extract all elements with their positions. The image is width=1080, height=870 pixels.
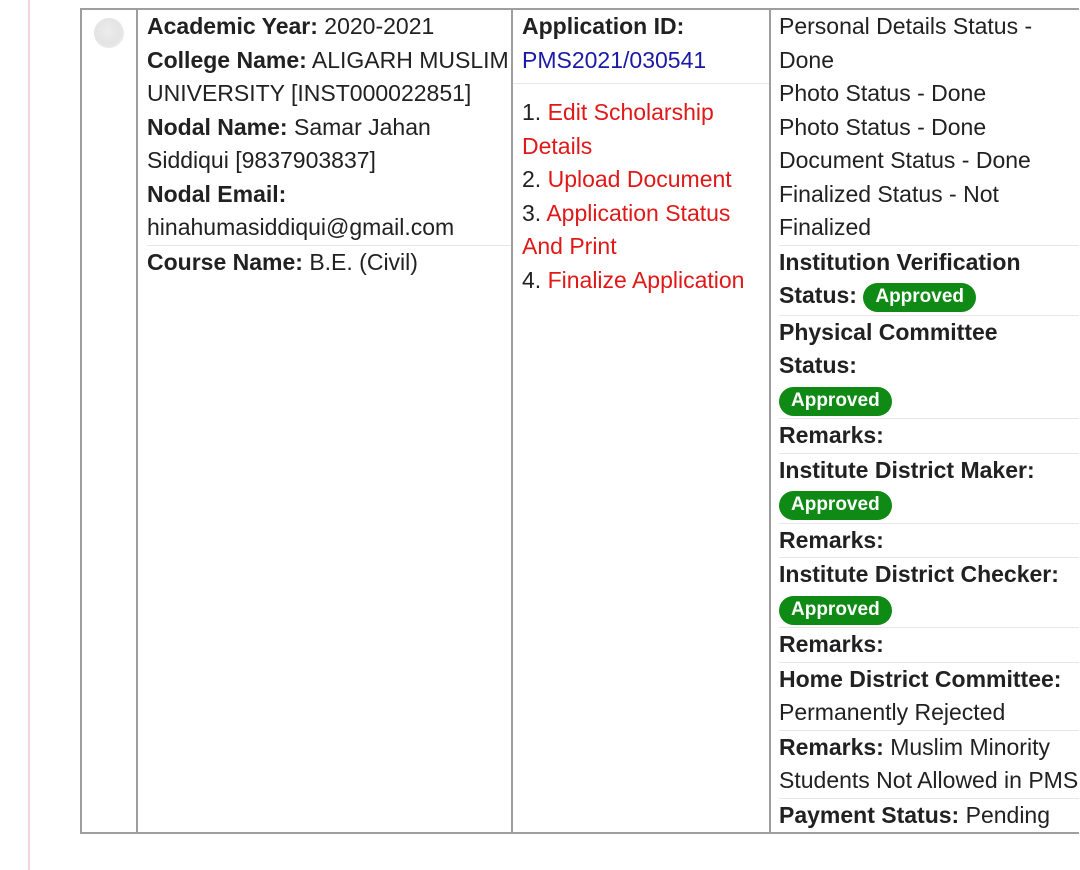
application-actions: [513, 84, 769, 297]
application-status-print-link[interactable]: Application Status And Print: [522, 199, 731, 259]
remarks-block: [779, 628, 1079, 663]
row-select-radio[interactable]: [94, 18, 124, 48]
action-item-status-print: [522, 197, 761, 264]
finalize-application-link[interactable]: Finalize Application: [547, 266, 745, 293]
edit-scholarship-details-link[interactable]: Edit Scholarship Details: [522, 99, 714, 159]
nodal-name-line: [147, 111, 511, 178]
payment-status-block: [779, 799, 1079, 833]
institution-verification-badge: Approved: [863, 283, 976, 312]
application-id-block: [513, 10, 769, 84]
photo-status: Photo Status - Done: [779, 113, 987, 140]
remarks-label: Remarks:: [779, 733, 884, 760]
institution-info-cell: [137, 9, 512, 833]
institution-verification-block: [779, 246, 1079, 316]
physical-committee-label: Physical Committee Status:: [779, 318, 998, 378]
physical-committee-badge: Approved: [779, 387, 892, 416]
institute-district-checker-label: Institute District Checker:: [779, 561, 1059, 587]
nodal-name-value: Samar Jahan Siddiqui [9837903837]: [147, 113, 431, 173]
payment-status-label: Payment Status:: [779, 801, 960, 828]
application-table: [80, 8, 1079, 834]
institute-district-maker-label: Institute District Maker:: [779, 456, 1035, 483]
action-number: 3.: [522, 199, 542, 226]
action-number: 2.: [522, 166, 542, 192]
course-name-label: Course Name:: [147, 248, 303, 275]
course-name-value: B.E. (Civil): [309, 248, 418, 275]
academic-year-value: 2020-2021: [324, 13, 435, 39]
remarks-block: [779, 524, 1079, 559]
upload-document-link[interactable]: Upload Document: [547, 166, 732, 192]
status-cell: [770, 9, 1079, 833]
final-remarks-value: Muslim Minority Students Not Allowed in PMS: [779, 733, 1079, 793]
detail-status-block: [779, 10, 1079, 246]
photo-status: Photo Status - Done: [779, 80, 987, 106]
home-district-committee-label: Home District Committee:: [779, 665, 1062, 692]
remarks-label: Remarks:: [779, 526, 884, 553]
home-district-committee-block: [779, 663, 1079, 731]
academic-year-label: Academic Year:: [147, 13, 318, 39]
nodal-name-label: Nodal Name:: [147, 113, 288, 140]
table-row: [81, 9, 1079, 833]
institute-district-maker-block: [779, 454, 1079, 524]
final-remarks-block: [779, 731, 1079, 799]
application-id-label: Application ID:: [522, 13, 685, 39]
page-left-rule: [28, 0, 30, 870]
institute-district-checker-block: [779, 558, 1079, 628]
college-name-line: [147, 44, 511, 111]
info-block: [147, 10, 511, 246]
institute-district-checker-badge: Approved: [779, 596, 892, 625]
action-number: 1.: [522, 99, 542, 125]
action-item-edit-scholarship: [522, 96, 761, 163]
institute-district-maker-badge: Approved: [779, 491, 892, 520]
select-cell: [81, 9, 137, 833]
personal-details-status: Personal Details Status - Done: [779, 13, 1033, 73]
action-item-upload-document: [522, 163, 761, 197]
remarks-block: [779, 419, 1079, 454]
college-name-label: College Name:: [147, 46, 307, 73]
course-block: [147, 246, 511, 280]
college-name-value: ALIGARH MUSLIM UNIVERSITY [INST000022851]: [147, 46, 509, 106]
home-district-committee-value: Permanently Rejected: [779, 699, 1006, 725]
academic-year-line: [147, 10, 511, 44]
action-item-finalize: [522, 264, 761, 298]
physical-committee-block: [779, 316, 1079, 420]
document-status: Document Status - Done: [779, 147, 1031, 173]
remarks-label: Remarks:: [779, 422, 884, 448]
nodal-email-value: hinahumasiddiqui@gmail.com: [147, 214, 455, 240]
institution-verification-label: Institution Verification Status:: [779, 248, 1021, 308]
application-id-value: PMS2021/030541: [522, 46, 707, 73]
action-number: 4.: [522, 266, 542, 293]
nodal-email-label: Nodal Email:: [147, 180, 287, 207]
application-cell: [512, 9, 770, 833]
payment-status-value: Pending: [965, 801, 1051, 828]
finalized-status: Finalized Status - Not Finalized: [779, 180, 999, 240]
nodal-email-line: [147, 178, 511, 245]
remarks-label: Remarks:: [779, 631, 884, 657]
